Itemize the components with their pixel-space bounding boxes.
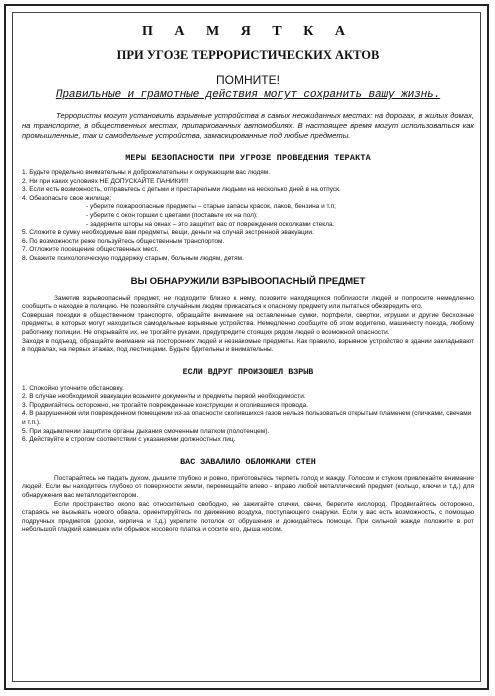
section-explosive-heading: ВЫ ОБНАРУЖИЛИ ВЗРЫВООПАСНЫЙ ПРЕДМЕТ [130,275,366,287]
list-item: 3. Если есть возможность, отправьтесь с детьми и престарелыми людьми на несколько дней в на отпуск. [22,186,341,194]
section-rubble-heading: ВАС ЗАВАЛИЛО ОБЛОМКАМИ СТЕН [180,456,316,467]
intro-paragraph: Террористы могут установить взрывные устройства в самых неожиданных местах: на дорогах, в жилых домах, на транспорте, в общественных местах, припаркованных автомобилях. В настоящее время могут использоваться как промышленные, так и самодельные устройства, замаскированные под любые предметы. [22,111,474,140]
list-item: 8. Окажите психологическую поддержку старым, больным людям, детям. [22,254,244,262]
explosive-paragraph-1: Заметив взрывоопасный предмет, не подходите близко к нему, позовите находящихся поблизости людей и попросите немедленно сообщить о находке в полицию. Не позволяйте случайным людям прикасаться к опасному предмету или пытаться обезвредить его. [22,294,474,311]
section-explosion-heading: ЕСЛИ ВДРУГ ПРОИЗОШЕЛ ВЗРЫВ [182,366,314,377]
list-item: 4. Обезопасьте свое жилище: [22,194,112,202]
sublist-item: - уберите с окон горшки с цветами (поставьте их на пол); [86,211,258,219]
list-item: 6. Действуйте в строгом соответствии с указаниями должностных лиц. [22,436,236,444]
rubble-paragraph-2: Если пространство около вас относительно свободно, не зажигайте спички, свечи, берегите кислород. Продвигайтесь осторожно, стараясь не вызывать нового обвала, ориентируйтесь по движению воздуха, поступающего снаружи. Если у вас есть возможность, с помощью подручных предметов (доски, кирпича и т.д.) укрепите потолок от обрушения и дожидайтесь помощи. При сильной жажде положите в рот небольшой гладкий камешек или обрывок носового платка и сосите его, дыша носом. [22,500,474,534]
rubble-paragraph-1: Постарайтесь не падать духом, дышите глубоко и ровно, приготовьтесь терпеть голод и жажду. Голосом и стуком привлекайте внимание людей. Если вы находитесь глубоко от поверхности земли, перемещайте влево - вправо любой металлический предмет (кольцо, ключи и т.д.) для обнаружения вас металлодетектором. [22,474,474,500]
list-item: 6. По возможности реже пользуйтесь общественным транспортом. [22,237,225,245]
page-title: П А М Я Т К А [142,24,354,39]
list-item: 2. Ни при каких условиях НЕ ДОПУСКАЙТЕ ПАНИКИ!!! [22,177,189,185]
list-item: 4. В разрушенном или поврежденном помещении из-за опасности скопившихся газов нельзя пользоваться открытым пламенем (спичками, свечами и т.п.). [22,410,472,427]
explosion-list [22,385,474,445]
remember-subheading: Правильные и грамотные действия могут сохранить вашу жизнь. [55,89,441,101]
list-item: 1. Будьте предельно внимательны и доброжелательны к окружающим вас людям. [22,169,271,176]
safety-sublist [22,203,474,229]
list-item: 1. Спокойно уточните обстановку. [22,384,124,392]
sublist-item: - задерните шторы на окнах – это защитит вас от повреждения осколками стекла. [86,220,335,228]
sublist-item: - уберите пожароопасные предметы – старые запасы красок, лаков, бензина и т.п; [86,203,336,211]
list-item: 3. Продвигайтесь осторожно, не трогайте поврежденные конструкции и оголившиеся провода. [22,401,309,409]
remember-heading: ПОМНИТЕ! [216,73,280,87]
sublist-container [22,203,474,229]
list-item: 5. При задымлении защитите органы дыхания смоченным платком (полотенцем). [22,427,270,435]
safety-list [22,169,474,264]
list-item: 7. Отложите посещение общественных мест. [22,246,159,254]
explosive-paragraph-2: Совершая поездки в общественном транспорте, обращайте внимание на оставленные сумки, портфели, свертки, игрушки и другие бесхозные предметы, в которых могут находиться самодельные взрывные устройства. Немедленно сообщите об этом водителю, машинисту поезда, любому работнику полиции. Не открывайте их, не трогайте руками, предупредите стоящих рядом людей о возможной опасности. [22,311,474,336]
explosive-paragraph-3: Заходя в подъезд, обращайте внимание на посторонних людей и незнакомые предметы. Как правило, взрывное устройство в здании закладывают в подвалах, на первых этажах, под лестницами. Будьте бдительны и внимательны. [22,337,474,354]
section-safety-heading: МЕРЫ БЕЗОПАСНОСТИ ПРИ УГРОЗЕ ПРОВЕДЕНИЯ ТЕРАКТА [125,153,371,163]
list-item: 5. Сложите в сумку необходимые вам предметы, вещи, деньги на случай экстренной эвакуации. [22,229,314,237]
page-subtitle: ПРИ УГОЗЕ ТЕРРОРИСТИЧЕСКИХ АКТОВ [116,48,380,62]
list-item: 2. В случае необходимой эвакуации возьмите документы и предметы первой необходимости. [22,393,306,401]
memo-document [22,24,474,535]
